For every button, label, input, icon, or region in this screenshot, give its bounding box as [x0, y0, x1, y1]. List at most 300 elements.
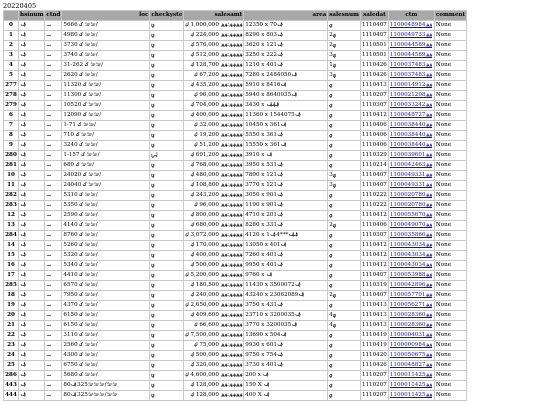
- cell-area: 3950 x 53ࢤ1: [244, 161, 328, 171]
- cell-index: 444: [4, 391, 19, 401]
- cell-checkyste: ࢨ: [150, 291, 184, 301]
- cell-index: 278: [4, 91, 19, 101]
- cell-area: 15550 x 36ࢤ1: [244, 141, 328, 151]
- table-row: [4, 351, 467, 361]
- cell-salesamt: ࢬࢬࢬࢬ:ࢬࢬ 320,000 ࢴ: [184, 361, 244, 371]
- cell-ctm[interactable]: 1100ࢬࢬ044589: [388, 51, 434, 61]
- cell-comment: None: [434, 71, 466, 81]
- cell-area: 11430 x 35000ࢤ72: [244, 281, 328, 291]
- cell-comment: None: [434, 41, 466, 51]
- cell-ctm[interactable]: 1100ࢬࢬ035866: [388, 231, 434, 241]
- cell-saledat: 1110413: [360, 301, 388, 311]
- cell-area: 5550 x 36ࢤ1: [244, 131, 328, 141]
- cell-index: 284: [4, 231, 19, 241]
- cell-loc: ࡢࡢ ࢰ 4300/: [62, 351, 150, 361]
- cell-ctm[interactable]: 1100ࢬࢬ042896: [388, 281, 434, 291]
- cell-comment: None: [434, 231, 466, 241]
- cell-salesnum: ࢩ4: [328, 311, 361, 321]
- cell-salesnum: ࢩ2: [328, 291, 361, 301]
- cell-checkyste: ࢨ: [150, 241, 184, 251]
- cell-comment: None: [434, 201, 466, 211]
- cell-checkyste: ࢨ: [150, 351, 184, 361]
- cell-comment: None: [434, 291, 466, 301]
- cell-index: 285: [4, 281, 19, 291]
- cell-area: 43240 x 230620ࢤ89: [244, 291, 328, 301]
- cell-index: 20: [4, 311, 19, 321]
- table-row: [4, 371, 467, 381]
- cell-checkyste: ࢨ: [150, 41, 184, 51]
- cell-salesamt: ࢬࢬࢬࢬ:ࢬࢬ 512,000 ࢴ: [184, 51, 244, 61]
- cell-ctm[interactable]: 1100ࢬࢬ049331: [388, 171, 434, 181]
- cell-loc: ࡢࡢ ࢰ 5666/: [62, 21, 150, 31]
- cell-ctm[interactable]: 1100ࢬࢬ014912: [388, 81, 434, 91]
- cell-checkyste: ࢨ: [150, 31, 184, 41]
- cell-checkyste: ࢨ: [150, 261, 184, 271]
- cell-ctm[interactable]: 1100ࢬࢬ048727: [388, 111, 434, 121]
- column-header-ctnd[interactable]: ctnd: [45, 11, 62, 21]
- cell-salesnum: ࢩ3: [328, 171, 361, 181]
- cell-comment: None: [434, 341, 466, 351]
- cell-ctnd: ࡄ: [45, 241, 62, 251]
- cell-ctm[interactable]: 1100ࢬࢬ039601: [388, 151, 434, 161]
- cell-index: 277: [4, 81, 19, 91]
- table-row: [4, 271, 467, 281]
- cell-index: 9: [4, 141, 19, 151]
- cell-saledat: 1110406: [360, 131, 388, 141]
- cell-hsinum: ࢤ: [19, 141, 45, 151]
- cell-salesnum: ࢩ: [328, 91, 361, 101]
- cell-checkyste: ࢨ: [150, 171, 184, 181]
- cell-loc: ࡢࡢ/ࡢࡢࡢ325ࢤ80: [62, 381, 150, 391]
- cell-ctm[interactable]: 1100ࢬࢬ049733: [388, 31, 434, 41]
- cell-hsinum: ࢤ: [19, 151, 45, 161]
- cell-hsinum: ࢤ: [19, 171, 45, 181]
- cell-ctm[interactable]: 1100ࢬࢬ037483: [388, 61, 434, 71]
- column-header-salesnum[interactable]: salesnum: [328, 11, 361, 21]
- cell-loc: ࡢࡢ ࢰ 5680/: [62, 371, 150, 381]
- cell-hsinum: ࢤ: [19, 231, 45, 241]
- column-header-loc[interactable]: loc: [62, 11, 150, 21]
- cell-salesnum: ࢩ: [328, 201, 361, 211]
- cell-comment: None: [434, 281, 466, 291]
- cell-saledat: 1110406: [360, 221, 388, 231]
- cell-hsinum: ࢤ: [19, 21, 45, 31]
- cell-ctm[interactable]: 1100ࢬࢬ049070: [388, 221, 434, 231]
- cell-area: 3910 x ࢤ: [244, 151, 328, 161]
- cell-index: 2: [4, 41, 19, 51]
- cell-comment: None: [434, 311, 466, 321]
- cell-ctm[interactable]: 1100ࢬࢬ042463: [388, 161, 434, 171]
- cell-saledat: 1110407: [360, 171, 388, 181]
- cell-loc: ࡢࡢ ࢰ 24020/: [62, 171, 150, 181]
- cell-comment: None: [434, 261, 466, 271]
- cell-ctm[interactable]: 1100ࢬࢬ048984: [388, 21, 434, 31]
- cell-loc: ࡢࡢ ࢰ 71-1/: [62, 121, 150, 131]
- cell-index: 0: [4, 21, 19, 31]
- cell-salesnum: ࢩ: [328, 381, 361, 391]
- column-header-hsinum[interactable]: hsinum: [19, 11, 45, 21]
- cell-comment: None: [434, 81, 466, 91]
- cell-saledat: 1110412: [360, 241, 388, 251]
- cell-salesamt: ࢬࢬࢬࢬ:ࢬࢬ 224,000 ࢴ: [184, 31, 244, 41]
- table-row: [4, 91, 467, 101]
- cell-ctnd: ࡄ: [45, 281, 62, 291]
- table-row: [4, 71, 467, 81]
- cell-comment: None: [434, 151, 466, 161]
- table-row: [4, 201, 467, 211]
- cell-salesamt: ࢬࢬࢬࢬ:ࢬࢬ 32,000 ࢴ: [184, 121, 244, 131]
- cell-salesnum: ࢩ: [328, 101, 361, 111]
- cell-hsinum: ࢤ: [19, 201, 45, 211]
- cell-area: 8290 x 80ࢤ3: [244, 31, 328, 41]
- cell-checkyste: ࢨ: [150, 71, 184, 81]
- cell-saledat: 1110407: [360, 271, 388, 281]
- cell-saledat: 1110412: [360, 111, 388, 121]
- table-row: [4, 151, 467, 161]
- cell-saledat: 1110307: [360, 231, 388, 241]
- cell-ctnd: ࡄ: [45, 221, 62, 231]
- cell-saledat: 1110407: [360, 31, 388, 41]
- cell-loc: ࡢࡢ ࢰ 5320/: [62, 251, 150, 261]
- column-header-area[interactable]: area: [244, 11, 328, 21]
- cell-checkyste: ࢨ: [150, 191, 184, 201]
- cell-salesnum: ࢩ: [328, 231, 361, 241]
- cell-area: 7260 x 40ࢤ1: [244, 251, 328, 261]
- table-row: [4, 391, 467, 401]
- cell-salesamt: ࢬࢬࢬࢬ:ࢬࢬ 768,000 ࢴ: [184, 161, 244, 171]
- cell-area: 10450 x 36ࢤ1: [244, 121, 328, 131]
- cell-ctnd: ࡄ: [45, 251, 62, 261]
- cell-checkyste: ࢨ: [150, 141, 184, 151]
- cell-comment: None: [434, 131, 466, 141]
- cell-saledat: 1110406: [360, 141, 388, 151]
- cell-salesnum: ࢩ: [328, 271, 361, 281]
- cell-saledat: 1110419: [360, 341, 388, 351]
- cell-salesamt: ࢬࢬࢬࢬ:ࢬࢬ 691,200 ࢴ: [184, 151, 244, 161]
- cell-salesnum: ࢩ2: [328, 31, 361, 41]
- cell-area: 3770 x 32000ࢤ35: [244, 321, 328, 331]
- cell-comment: None: [434, 121, 466, 131]
- cell-ctm[interactable]: 1100ࢬࢬ048827: [388, 361, 434, 371]
- cell-loc: ࡢࡢ ࢰ 6750/: [62, 361, 150, 371]
- cell-checkyste: ࢨ: [150, 221, 184, 231]
- cell-index: 22: [4, 331, 19, 341]
- cell-area: 3620 x 12ࢤ1: [244, 41, 328, 51]
- table-row: [4, 211, 467, 221]
- cell-salesamt: ࢬࢬࢬࢬ:ࢬࢬ 400,000 ࢴ: [184, 111, 244, 121]
- cell-checkyste: ࢨ: [150, 181, 184, 191]
- table-row: [4, 261, 467, 271]
- cell-ctm[interactable]: 1100ࢬࢬ038440: [388, 121, 434, 131]
- cell-saledat: 1110329: [360, 151, 388, 161]
- cell-saledat: 1110413: [360, 321, 388, 331]
- cell-hsinum: ࢤ: [19, 371, 45, 381]
- cell-loc: ࡢࡢ ࢰ 6150/: [62, 321, 150, 331]
- cell-ctm[interactable]: 1100ࢬࢬ021298: [388, 91, 434, 101]
- cell-index: 8: [4, 131, 19, 141]
- cell-checkyste: ࢨ: [150, 321, 184, 331]
- cell-salesnum: ࢩ: [328, 261, 361, 271]
- table-row: [4, 101, 467, 111]
- cell-hsinum: ࢤ: [19, 61, 45, 71]
- cell-checkyste: ࢨ: [150, 301, 184, 311]
- cell-hsinum: ࢤ: [19, 361, 45, 371]
- table-row: [4, 51, 467, 61]
- cell-ctnd: ࡄ: [45, 151, 62, 161]
- cell-hsinum: ࢤ: [19, 221, 45, 231]
- cell-hsinum: ࢤ: [19, 81, 45, 91]
- cell-ctm[interactable]: 1100ࢬࢬ043034: [388, 251, 434, 261]
- cell-hsinum: ࢤ: [19, 41, 45, 51]
- cell-salesamt: ࢬࢬࢬࢬ:ࢬࢬ 4,600,000 ࢴ: [184, 371, 244, 381]
- cell-salesamt: ࢬࢬࢬࢬ:ࢬࢬ 51,200 ࢴ: [184, 141, 244, 151]
- cell-saledat: 1110222: [360, 191, 388, 201]
- cell-checkyste: ࢨ: [150, 61, 184, 71]
- cell-comment: None: [434, 191, 466, 201]
- cell-comment: None: [434, 61, 466, 71]
- header-row: [4, 11, 467, 21]
- cell-saledat: 1110426: [360, 361, 388, 371]
- cell-area: 200 x ࢤ: [244, 371, 328, 381]
- cell-loc: ࡢࡢ ࢰ 710/: [62, 131, 150, 141]
- cell-ctnd: ࡄ: [45, 21, 62, 31]
- cell-saledat: 1110426: [360, 61, 388, 71]
- cell-loc: ࡢࡢ ࢰ 24040/: [62, 181, 150, 191]
- cell-hsinum: ࢤ: [19, 121, 45, 131]
- cell-saledat: 1110406: [360, 121, 388, 131]
- cell-salesamt: ࢬࢬࢬࢬ:ࢬࢬ 435,200 ࢴ: [184, 81, 244, 91]
- cell-ctnd: ࡄ: [45, 271, 62, 281]
- cell-salesnum: ࢩ3: [328, 51, 361, 61]
- cell-checkyste: ࢨ: [150, 91, 184, 101]
- cell-loc: ࡢࡢ ࢰ 157-1/: [62, 151, 150, 161]
- date-label: 20220405: [3, 2, 37, 10]
- cell-index: 15: [4, 251, 19, 261]
- table-row: [4, 171, 467, 181]
- cell-index: 1: [4, 31, 19, 41]
- cell-area: 150 X ࢤ: [244, 381, 328, 391]
- cell-salesnum: ࢩ: [328, 191, 361, 201]
- cell-index: 12: [4, 211, 19, 221]
- cell-loc: ࡢࡢ ࢰ 8760/: [62, 231, 150, 241]
- cell-ctnd: ࡄ: [45, 101, 62, 111]
- cell-index: 282: [4, 191, 19, 201]
- cell-ctnd: ࡄ: [45, 381, 62, 391]
- cell-checkyste: ࢨ: [150, 51, 184, 61]
- cell-checkyste: ࢨ: [150, 121, 184, 131]
- column-header-saledat[interactable]: saledat: [360, 11, 388, 21]
- table-row: [4, 141, 467, 151]
- cell-area: 4120 x ࢤࢤ***4ࢤ1: [244, 231, 328, 241]
- cell-loc: ࡢࡢ ࢰ 11320/: [62, 81, 150, 91]
- cell-salesnum: ࢩ: [328, 121, 361, 131]
- cell-ctm[interactable]: 1100ࢬࢬ020780: [388, 191, 434, 201]
- cell-hsinum: ࢤ: [19, 241, 45, 251]
- cell-loc: ࡢࡢ ࢰ 4980/: [62, 31, 150, 41]
- cell-hsinum: ࢤ: [19, 341, 45, 351]
- cell-ctm[interactable]: 1100ࢬࢬ028360: [388, 311, 434, 321]
- column-header-salesamt[interactable]: salesamt: [184, 11, 244, 21]
- cell-area: 7280 x 24840ࢤ50: [244, 71, 328, 81]
- cell-saledat: 1110207: [360, 381, 388, 391]
- cell-ctnd: ࡄ: [45, 181, 62, 191]
- cell-salesnum: ࢩ: [328, 141, 361, 151]
- cell-ctnd: ࡄ: [45, 231, 62, 241]
- cell-ctm[interactable]: 1100ࢬࢬ055670: [388, 211, 434, 221]
- cell-ctnd: ࡄ: [45, 351, 62, 361]
- cell-index: 6: [4, 111, 19, 121]
- cell-salesamt: ࢬࢬࢬࢬ:ࢬࢬ 680,000 ࢴ: [184, 221, 244, 231]
- cell-ctm[interactable]: 1100ࢬࢬ033242: [388, 101, 434, 111]
- cell-checkyste: ࢨ: [150, 81, 184, 91]
- cell-checkyste: ࢨ: [150, 21, 184, 31]
- cell-area: 9750 x 75ࢤ4: [244, 351, 328, 361]
- cell-ctm[interactable]: 1100ࢬࢬ056271: [388, 301, 434, 311]
- cell-hsinum: ࢤ: [19, 301, 45, 311]
- column-header-comment[interactable]: comment: [434, 11, 466, 21]
- cell-comment: None: [434, 181, 466, 191]
- cell-saledat: 1110419: [360, 331, 388, 341]
- table-row: [4, 191, 467, 201]
- cell-ctm[interactable]: 1100ࢬࢬ053988: [388, 271, 434, 281]
- cell-ctnd: ࡄ: [45, 211, 62, 221]
- cell-hsinum: ࢤ: [19, 131, 45, 141]
- cell-salesamt: ࢬࢬࢬࢬ:ࢬࢬ 409,600 ࢴ: [184, 311, 244, 321]
- table-row: [4, 281, 467, 291]
- cell-area: 11360 x 15440ࢤ75: [244, 111, 328, 121]
- table-body: [4, 21, 467, 401]
- cell-ctm[interactable]: 1100ࢬࢬ020780: [388, 201, 434, 211]
- cell-area: 13690 x 50ࢤ4: [244, 331, 328, 341]
- cell-salesnum: ࢩ: [328, 81, 361, 91]
- cell-checkyste: ࢨࢨ: [150, 151, 184, 161]
- cell-index: 16: [4, 261, 19, 271]
- cell-index: 286: [4, 371, 19, 381]
- cell-index: 11: [4, 181, 19, 191]
- table-row: [4, 121, 467, 131]
- cell-ctm[interactable]: 1100ࢬࢬ028360: [388, 321, 434, 331]
- cell-ctm[interactable]: 1100ࢬࢬ049331: [388, 181, 434, 191]
- cell-ctm[interactable]: 1100ࢬࢬ004031: [388, 331, 434, 341]
- cell-salesamt: ࢬࢬࢬࢬ:ࢬࢬ 19,200 ࢴ: [184, 131, 244, 141]
- cell-ctm[interactable]: 1100ࢬࢬ037483: [388, 71, 434, 81]
- cell-salesnum: ࢩ: [328, 131, 361, 141]
- cell-comment: None: [434, 101, 466, 111]
- cell-checkyste: ࢨ: [150, 381, 184, 391]
- cell-salesnum: ࢩ: [328, 161, 361, 171]
- column-header-index[interactable]: [4, 11, 19, 21]
- cell-loc: ࡢࡢ ࢰ 2620/: [62, 71, 150, 81]
- cell-salesamt: ࢬࢬࢬࢬ:ࢬࢬ 96,000 ࢴ: [184, 91, 244, 101]
- table-row: [4, 131, 467, 141]
- cell-ctm[interactable]: 1100ࢬࢬ038440: [388, 131, 434, 141]
- cell-ctm[interactable]: 1100ࢬࢬ057701: [388, 291, 434, 301]
- cell-salesnum: ࢩ: [328, 371, 361, 381]
- cell-salesnum: ࢩ: [328, 391, 361, 401]
- cell-salesamt: ࢬࢬࢬࢬ:ࢬࢬ 240,000 ࢴ: [184, 291, 244, 301]
- cell-ctnd: ࡄ: [45, 391, 62, 401]
- table-row: [4, 111, 467, 121]
- cell-loc: ࡢࡢ ࢰ 262-31/: [62, 61, 150, 71]
- table-row: [4, 321, 467, 331]
- cell-area: 3430 x ࢤࢤࢤ: [244, 101, 328, 111]
- cell-ctnd: ࡄ: [45, 121, 62, 131]
- table-row: [4, 41, 467, 51]
- cell-loc: ࡢࡢ ࢰ 680/: [62, 161, 150, 171]
- cell-ctm[interactable]: 1100ࢬࢬ011425: [388, 371, 434, 381]
- cell-salesnum: ࢩ: [328, 281, 361, 291]
- cell-salesamt: ࢬࢬࢬࢬ:ࢬࢬ 1,000,000 ࢴ: [184, 21, 244, 31]
- cell-hsinum: ࢤ: [19, 381, 45, 391]
- data-table: [3, 10, 467, 401]
- cell-ctnd: ࡄ: [45, 81, 62, 91]
- cell-hsinum: ࢤ: [19, 101, 45, 111]
- cell-salesnum: ࢩ: [328, 301, 361, 311]
- cell-ctm[interactable]: 1100ࢬࢬ043034: [388, 261, 434, 271]
- cell-checkyste: ࢨ: [150, 111, 184, 121]
- cell-index: 4: [4, 61, 19, 71]
- cell-area: 23710 x 32000ࢤ35: [244, 311, 328, 321]
- cell-comment: None: [434, 31, 466, 41]
- cell-ctm[interactable]: 1100ࢬࢬ044589: [388, 41, 434, 51]
- cell-salesamt: ࢬࢬࢬࢬ:ࢬࢬ 480,000 ࢴ: [184, 171, 244, 181]
- cell-loc: ࡢࡢ ࢰ 3110/: [62, 331, 150, 341]
- cell-index: 17: [4, 271, 19, 281]
- cell-hsinum: ࢤ: [19, 71, 45, 81]
- table-row: [4, 21, 467, 31]
- cell-hsinum: ࢤ: [19, 51, 45, 61]
- cell-salesnum: ࢩ2: [328, 41, 361, 51]
- cell-saledat: 1110413: [360, 81, 388, 91]
- cell-hsinum: ࢤ: [19, 161, 45, 171]
- cell-ctnd: ࡄ: [45, 191, 62, 201]
- column-header-ctm[interactable]: ctm: [388, 11, 434, 21]
- cell-hsinum: ࢤ: [19, 111, 45, 121]
- cell-ctm[interactable]: 1100ࢬࢬ000984: [388, 341, 434, 351]
- cell-salesamt: ࢬࢬࢬࢬ:ࢬࢬ 180,500 ࢴ: [184, 281, 244, 291]
- cell-salesamt: ࢬࢬࢬࢬ:ࢬࢬ 67,200 ࢴ: [184, 71, 244, 81]
- cell-ctm[interactable]: 1100ࢬࢬ043034: [388, 241, 434, 251]
- cell-ctm[interactable]: 1100ࢬࢬ011425: [388, 391, 434, 401]
- cell-ctm[interactable]: 1100ࢬࢬ011425: [388, 381, 434, 391]
- cell-ctnd: ࡄ: [45, 71, 62, 81]
- cell-comment: None: [434, 221, 466, 231]
- column-header-checkyste[interactable]: checkyste: [150, 11, 184, 21]
- cell-hsinum: ࢤ: [19, 261, 45, 271]
- cell-index: 280: [4, 151, 19, 161]
- cell-salesamt: ࢬࢬࢬࢬ:ࢬࢬ 800,000 ࢴ: [184, 211, 244, 221]
- cell-ctm[interactable]: 1100ࢬࢬ050675: [388, 351, 434, 361]
- cell-ctnd: ࡄ: [45, 301, 62, 311]
- cell-ctm[interactable]: 1100ࢬࢬ038440: [388, 141, 434, 151]
- cell-index: 18: [4, 291, 19, 301]
- cell-area: 7800 x 12ࢤ1: [244, 171, 328, 181]
- cell-salesnum: ࢩ3: [328, 181, 361, 191]
- table-row: [4, 311, 467, 321]
- cell-salesnum: ࢩ: [328, 111, 361, 121]
- cell-comment: None: [434, 331, 466, 341]
- table-row: [4, 241, 467, 251]
- cell-area: 1190 x 90ࢤ1: [244, 201, 328, 211]
- cell-index: 21: [4, 321, 19, 331]
- cell-hsinum: ࢤ: [19, 321, 45, 331]
- cell-salesnum: ࢩ2: [328, 221, 361, 231]
- cell-index: 23: [4, 341, 19, 351]
- cell-checkyste: ࢨ: [150, 391, 184, 401]
- cell-ctnd: ࡄ: [45, 111, 62, 121]
- cell-comment: None: [434, 91, 466, 101]
- cell-hsinum: ࢤ: [19, 351, 45, 361]
